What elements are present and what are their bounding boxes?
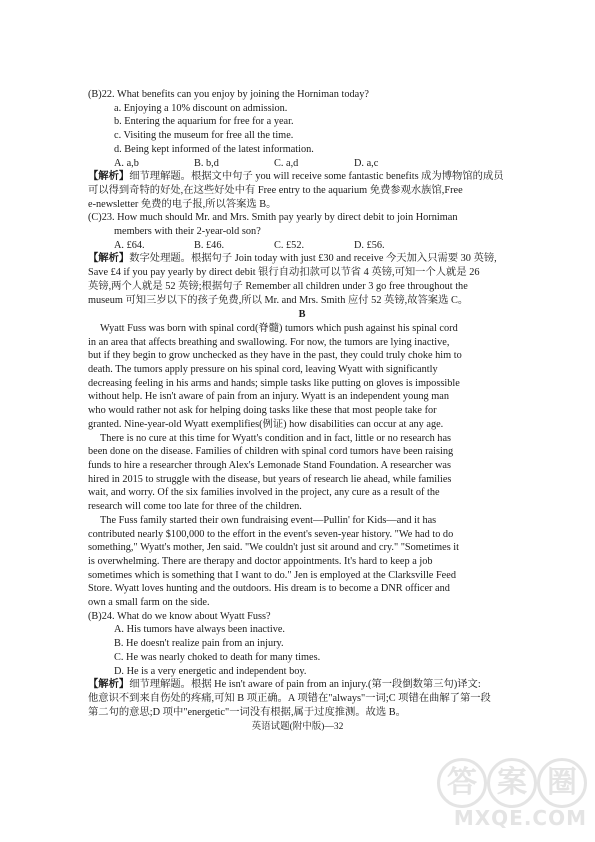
section-b-title: B xyxy=(298,309,306,321)
passage-line: without help. He isn't aware of pain from an injury. Wyatt is an independent young man xyxy=(88,391,449,403)
q22-option-c: C. a,d xyxy=(274,157,299,169)
q23-option-a: A. £64. xyxy=(114,239,145,251)
q22-explanation-line-1: 【解析】细节理解题。根据文中句子 you will receive some fantastic benefits 成为博物馆的成员 xyxy=(88,171,504,183)
passage-line: wait, and worry. Of the six families involved in the project, any cure as a result of the xyxy=(88,487,440,499)
q22-options xyxy=(88,157,516,171)
q22-option-b: B. b,d xyxy=(194,157,219,169)
watermark-glyph: 圈 xyxy=(537,758,587,808)
passage-line: funds to hire a researcher through Alex's Lemonade Stand Foundation. A researcher was xyxy=(88,459,451,471)
page-footer: 英语试题(附中版)—32 xyxy=(251,722,344,732)
passage-line: Store. Wyatt loves hunting and the outdoors. His dream is to become a DNR officer and xyxy=(88,583,450,595)
q22-explanation-tag: 【解析】 xyxy=(88,171,130,183)
passage-line: Wyatt Fuss was born with spinal cord(脊髓) tumors which push against his spinal cord xyxy=(100,322,458,334)
passage-paragraph-1 xyxy=(88,322,516,432)
question-23-stem-line-1: (C)23. How much should Mr. and Mrs. Smith pay yearly by direct debit to join Horniman xyxy=(88,212,458,224)
q23-explanation-line-3: 英镑,两个人就是 52 英镑;根据句子 Remember all children under 3 go free throughout the xyxy=(88,280,468,292)
q22-option-a: A. a,b xyxy=(114,157,139,169)
q23-options xyxy=(88,239,516,253)
passage-paragraph-2 xyxy=(88,432,516,514)
watermark-logo xyxy=(437,758,587,830)
passage-line: research will come too late for three of the children. xyxy=(88,501,302,513)
q23-explanation-line-4: museum 可知三岁以下的孩子免费,所以 Mr. and Mrs. Smith 应付 52 英镑,故答案选 C。 xyxy=(88,294,469,306)
passage-line: There is no cure at this time for Wyatt's condition and in fact, little or no research has xyxy=(100,432,452,444)
passage-line: who would rather not ask for helping doing tasks like these that most people take for xyxy=(88,405,437,417)
q22-item-b: b. Entering the aquarium for free for a year. xyxy=(114,116,294,128)
watermark-url: MXQE.COM xyxy=(453,806,587,830)
q22-item-a: a. Enjoying a 10% discount on admission. xyxy=(114,102,288,114)
question-22-stem: (B)22. What benefits can you enjoy by joining the Horniman today? xyxy=(88,89,369,100)
q23-explanation-tag: 【解析】 xyxy=(88,253,130,265)
passage-line: decreasing feeling in his arms and hands; simple tasks like putting on gloves is impossible xyxy=(88,377,460,389)
q22-item-c: c. Visiting the museum for free all the time. xyxy=(114,130,294,142)
question-24-stem: (B)24. What do we know about Wyatt Fuss? xyxy=(88,610,271,622)
page-content xyxy=(88,88,516,719)
q24-explanation-line-1: 【解析】细节理解题。根据 He isn't aware of pain from an injury.(第一段倒数第三句)译文: xyxy=(88,679,481,691)
q22-explanation-line-3: e-newsletter 免费的电子报,所以答案选 B。 xyxy=(88,198,277,210)
watermark-glyph: 案 xyxy=(487,758,537,808)
q24-option-b: B. He doesn't realize pain from an injury. xyxy=(114,638,284,650)
q23-option-c: C. £52. xyxy=(274,239,305,251)
q24-explanation-line-2: 他意识不到来自伤处的疼痛,可知 B 项正确。A 项错在"always"一词;C 项错在曲解了第一段 xyxy=(88,692,491,704)
passage-line: something," Wyatt's mother, Jen said. "We couldn't just sit around and cry." "Sometimes it xyxy=(88,542,459,554)
question-23-stem-line-2: members with their 2-year-old son? xyxy=(114,226,261,238)
passage-line: death. The tumors apply pressure on his spinal cord, leaving Wyatt with significantly xyxy=(88,364,438,376)
passage-line: The Fuss family started their own fundraising event—Pullin' for Kids—and it has xyxy=(100,514,437,526)
passage-line: is overwhelming. There are therapy and doctor appointments. It's hard to keep a job xyxy=(88,555,433,567)
q24-option-a: A. His tumors have always been inactive. xyxy=(114,624,285,636)
q24-option-c: C. He was nearly choked to death for many times. xyxy=(114,651,321,663)
passage-line: hired in 2015 to struggle with the disease, but years of research lie ahead, while families xyxy=(88,473,452,485)
q24-explanation-tag: 【解析】 xyxy=(88,679,130,691)
q24-explanation-line-3: 第二句的意思;D 项中"energetic"一词没有根据,属于过度推测。故选 B。 xyxy=(88,706,406,718)
passage-line: granted. Nine-year-old Wyatt exemplifies(例证) how disabilities can occur at any age. xyxy=(88,418,444,430)
q22-option-d: D. a,c xyxy=(354,157,379,169)
q23-option-d: D. £56. xyxy=(354,239,385,251)
passage-b xyxy=(88,322,516,610)
watermark-glyph: 答 xyxy=(437,758,487,808)
passage-paragraph-3 xyxy=(88,514,516,610)
passage-line: own a small farm on the side. xyxy=(88,597,210,609)
passage-line: sometimes which is something that I want to do." Jen is employed at the Clarksville Feed xyxy=(88,569,456,581)
q23-option-b: B. £46. xyxy=(194,239,225,251)
passage-line: contributed nearly $100,000 to the effort in the event's seven-year history. "We had to do xyxy=(88,528,454,540)
passage-line: but if they begin to grow unchecked as they have in the past, they could truly choke him to xyxy=(88,350,462,362)
passage-line: in an area that affects breathing and swallowing. For now, the tumors are lying inactive, xyxy=(88,336,450,348)
q22-explanation-line-2: 可以得到奇特的好处,在这些好处中有 Free entry to the aquarium 免费参观水族馆,Free xyxy=(88,184,463,196)
passage-line: been done on the disease. Families of children with spinal cord tumors have been raising xyxy=(88,446,454,458)
q24-option-d: D. He is a very energetic and independent boy. xyxy=(114,665,307,677)
q23-explanation-line-1: 【解析】数字处理题。根据句子 Join today with just £30 and receive 今天加入只需要 30 英镑, xyxy=(88,253,497,265)
q23-explanation-line-2: Save £4 if you pay yearly by direct debit 银行自动扣款可以节省 4 英镑,可知一个人就是 26 xyxy=(88,267,480,279)
q22-item-d: d. Being kept informed of the latest information. xyxy=(114,143,314,155)
